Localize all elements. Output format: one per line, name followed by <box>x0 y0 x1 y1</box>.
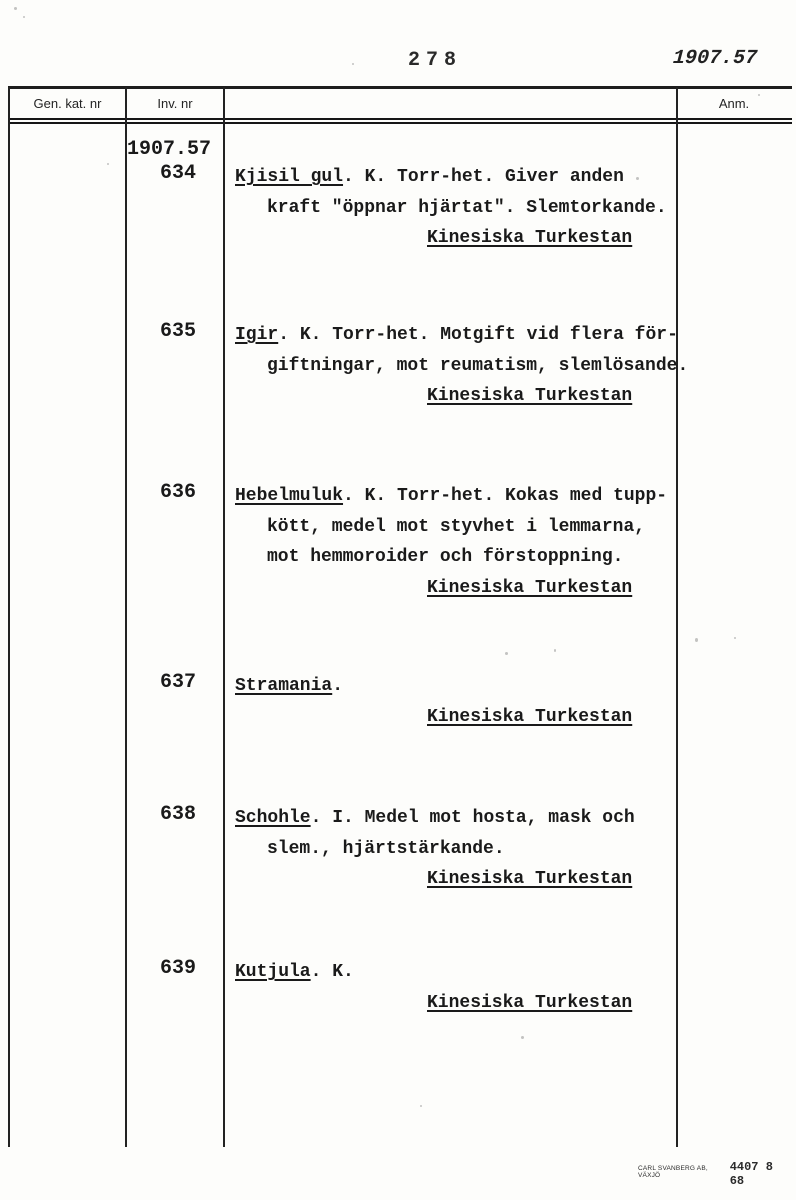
entry-text <box>235 320 690 412</box>
entry-continuation-line: giftningar, mot reumatism, slemlösande. <box>267 355 689 376</box>
entry-origin-line <box>235 223 690 254</box>
entry-origin: Kinesiska Turkestan <box>427 386 633 406</box>
entry-object-name: Kjisil gul <box>235 167 344 187</box>
scan-noise-speck <box>352 63 354 65</box>
column-header-anm: Anm. <box>718 95 750 111</box>
scan-noise-speck <box>734 637 736 639</box>
page-catalog-year: 1907.57 <box>672 47 758 70</box>
entry-first-line <box>235 671 690 702</box>
scan-noise-speck <box>23 16 25 18</box>
column-header-inv-nr: Inv. nr <box>157 95 193 111</box>
entry-inventory-number: 638 <box>160 803 197 826</box>
entry-continuation-line: kött, medel mot styvhet i lemmarna, <box>267 516 646 537</box>
entry-origin-line <box>235 864 690 895</box>
entry-continuation-line: kraft "öppnar hjärtat". Slemtorkande. <box>267 197 667 218</box>
entry-inventory-number: 636 <box>160 481 197 504</box>
scan-noise-speck <box>554 649 556 652</box>
entry-description: . K. Torr-het. Giver anden <box>343 167 624 187</box>
entry-text <box>235 803 690 895</box>
entry-inventory-number: 634 <box>160 162 197 185</box>
entry-first-line <box>235 957 690 988</box>
entry-object-name: Kutjula <box>235 962 311 982</box>
entry-text <box>235 162 690 254</box>
entry-text <box>235 481 690 603</box>
scan-noise-speck <box>505 652 508 655</box>
entry-description: . K. Torr-het. Motgift vid flera för- <box>278 325 678 345</box>
scan-noise-speck <box>521 1036 524 1039</box>
scan-noise-speck <box>107 163 109 165</box>
entry-object-name: Hebelmuluk <box>235 486 344 506</box>
entry-inventory-number: 635 <box>160 320 197 343</box>
scan-noise-speck <box>420 1105 422 1107</box>
entry-text <box>235 671 690 732</box>
inventory-year-group-label: 1907.57 <box>127 138 212 161</box>
column-divider-gen-kat <box>125 87 127 1147</box>
entry-inventory-number: 639 <box>160 957 197 980</box>
entry-origin-line <box>235 381 690 412</box>
entry-origin-line <box>235 573 690 604</box>
entry-continuation-line: slem., hjärtstärkande. <box>267 838 505 859</box>
printer-name: CARL SVANBERG AB, VÄXJÖ <box>638 1165 708 1179</box>
entry-description: . I. Medel mot hosta, mask och <box>310 808 635 828</box>
entry-origin: Kinesiska Turkestan <box>427 992 633 1013</box>
entry-object-name: Stramania <box>235 676 333 696</box>
column-header-gen-kat-nr: Gen. kat. nr <box>33 95 102 111</box>
entry-origin: Kinesiska Turkestan <box>427 706 633 727</box>
entry-continuation-line: mot hemmoroider och förstoppning. <box>267 547 624 567</box>
entry-first-line <box>235 320 690 351</box>
column-divider-inv-nr <box>223 87 225 1147</box>
scan-noise-speck <box>636 177 639 180</box>
entry-object-name: Schohle <box>235 808 311 828</box>
entry-first-line <box>235 481 690 512</box>
entry-origin-line <box>235 702 690 733</box>
entry-origin: Kinesiska Turkestan <box>427 228 633 248</box>
scan-noise-speck <box>14 7 17 10</box>
page-number: 278 <box>408 49 463 72</box>
entry-origin: Kinesiska Turkestan <box>427 869 633 889</box>
entry-first-line <box>235 162 690 193</box>
printer-code: 4407 8 68 <box>729 1160 773 1188</box>
scan-noise-speck <box>695 638 698 642</box>
entry-origin: Kinesiska Turkestan <box>427 577 633 598</box>
entry-inventory-number: 637 <box>160 671 197 694</box>
entry-text <box>235 957 690 1018</box>
entry-first-line <box>235 803 690 834</box>
scan-noise-speck <box>758 94 760 96</box>
table-left-border <box>8 87 10 1147</box>
entry-origin-line <box>235 988 690 1019</box>
entry-description: . K. Torr-het. Kokas med tupp- <box>343 486 668 506</box>
entry-object-name: Igir <box>235 325 279 345</box>
printer-mark <box>638 1160 788 1188</box>
entry-description: . <box>332 676 344 696</box>
entry-description: . K. <box>310 962 354 982</box>
